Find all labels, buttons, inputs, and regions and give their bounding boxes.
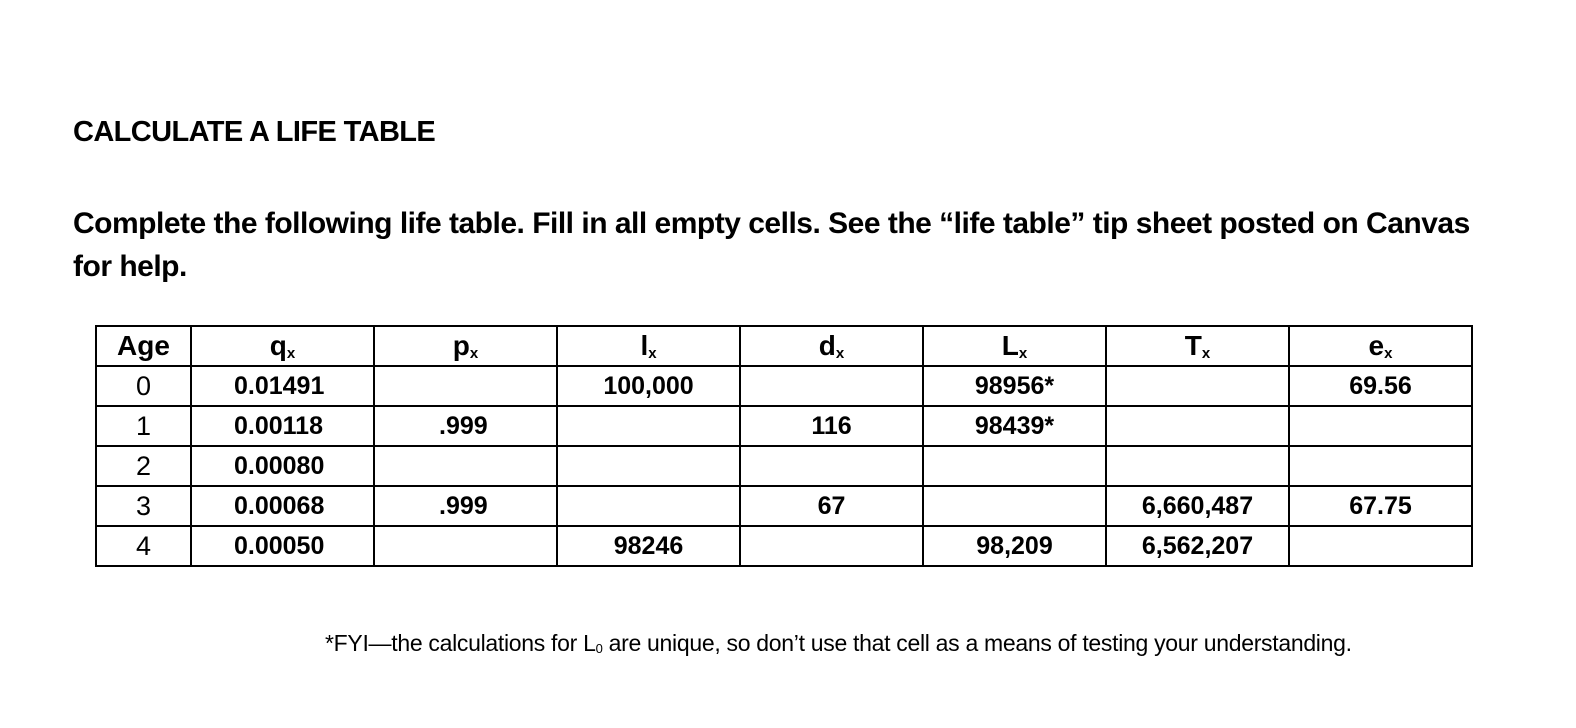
cell-ex: 67.75 bbox=[1289, 486, 1472, 526]
cell-age: 4 bbox=[96, 526, 191, 566]
cell-lx[interactable] bbox=[557, 486, 740, 526]
cell-Lx[interactable] bbox=[923, 446, 1106, 486]
table-header-row bbox=[96, 326, 1472, 366]
cell-ex: 69.56 bbox=[1289, 366, 1472, 406]
header-Tx: $T_x$ bbox=[1106, 326, 1289, 366]
cell-dx[interactable] bbox=[740, 526, 923, 566]
cell-Tx[interactable] bbox=[1106, 366, 1289, 406]
table-row bbox=[96, 366, 1472, 406]
cell-age: 3 bbox=[96, 486, 191, 526]
header-dx: $d_x$ bbox=[740, 326, 923, 366]
cell-ex[interactable] bbox=[1289, 406, 1472, 446]
cell-Tx[interactable] bbox=[1106, 446, 1289, 486]
cell-px[interactable] bbox=[374, 446, 557, 486]
cell-dx: 67 bbox=[740, 486, 923, 526]
life-table bbox=[95, 325, 1473, 567]
cell-ex[interactable] bbox=[1289, 446, 1472, 486]
cell-Lx: 98956* bbox=[923, 366, 1106, 406]
cell-ex[interactable] bbox=[1289, 526, 1472, 566]
cell-qx: 0.00068 bbox=[191, 486, 374, 526]
header-age: Age bbox=[96, 326, 191, 366]
header-px: $p_x$ bbox=[374, 326, 557, 366]
header-ex: $e_x$ bbox=[1289, 326, 1472, 366]
header-lx: $l_x$ bbox=[557, 326, 740, 366]
cell-px: .999 bbox=[374, 486, 557, 526]
page-title: CALCULATE A LIFE TABLE bbox=[73, 116, 436, 148]
cell-lx[interactable] bbox=[557, 406, 740, 446]
cell-Tx[interactable] bbox=[1106, 406, 1289, 446]
cell-Lx[interactable] bbox=[923, 486, 1106, 526]
cell-lx: 100,000 bbox=[557, 366, 740, 406]
table-row bbox=[96, 486, 1472, 526]
cell-lx: 98246 bbox=[557, 526, 740, 566]
cell-age: 2 bbox=[96, 446, 191, 486]
cell-Lx: 98439* bbox=[923, 406, 1106, 446]
cell-px[interactable] bbox=[374, 366, 557, 406]
cell-age: 1 bbox=[96, 406, 191, 446]
cell-px[interactable] bbox=[374, 526, 557, 566]
cell-dx[interactable] bbox=[740, 366, 923, 406]
cell-Tx: 6,562,207 bbox=[1106, 526, 1289, 566]
cell-lx[interactable] bbox=[557, 446, 740, 486]
cell-dx: 116 bbox=[740, 406, 923, 446]
table-row bbox=[96, 526, 1472, 566]
cell-qx: 0.01491 bbox=[191, 366, 374, 406]
cell-px: .999 bbox=[374, 406, 557, 446]
header-Lx: $L_x$ bbox=[923, 326, 1106, 366]
header-qx: $q_x$ bbox=[191, 326, 374, 366]
table-row bbox=[96, 446, 1472, 486]
cell-age: 0 bbox=[96, 366, 191, 406]
cell-Tx: 6,660,487 bbox=[1106, 486, 1289, 526]
instructions-text: Complete the following life table. Fill in all empty cells. See the “life table” tip sheet posted on Canvas for help. bbox=[73, 207, 1470, 283]
footnote: *FYI—the calculations for $L_0$ are unique, so don’t use that cell as a means of testing your understanding. bbox=[325, 630, 1352, 656]
cell-qx: 0.00050 bbox=[191, 526, 374, 566]
cell-qx: 0.00118 bbox=[191, 406, 374, 446]
table-row bbox=[96, 406, 1472, 446]
cell-dx[interactable] bbox=[740, 446, 923, 486]
cell-Lx: 98,209 bbox=[923, 526, 1106, 566]
cell-qx: 0.00080 bbox=[191, 446, 374, 486]
